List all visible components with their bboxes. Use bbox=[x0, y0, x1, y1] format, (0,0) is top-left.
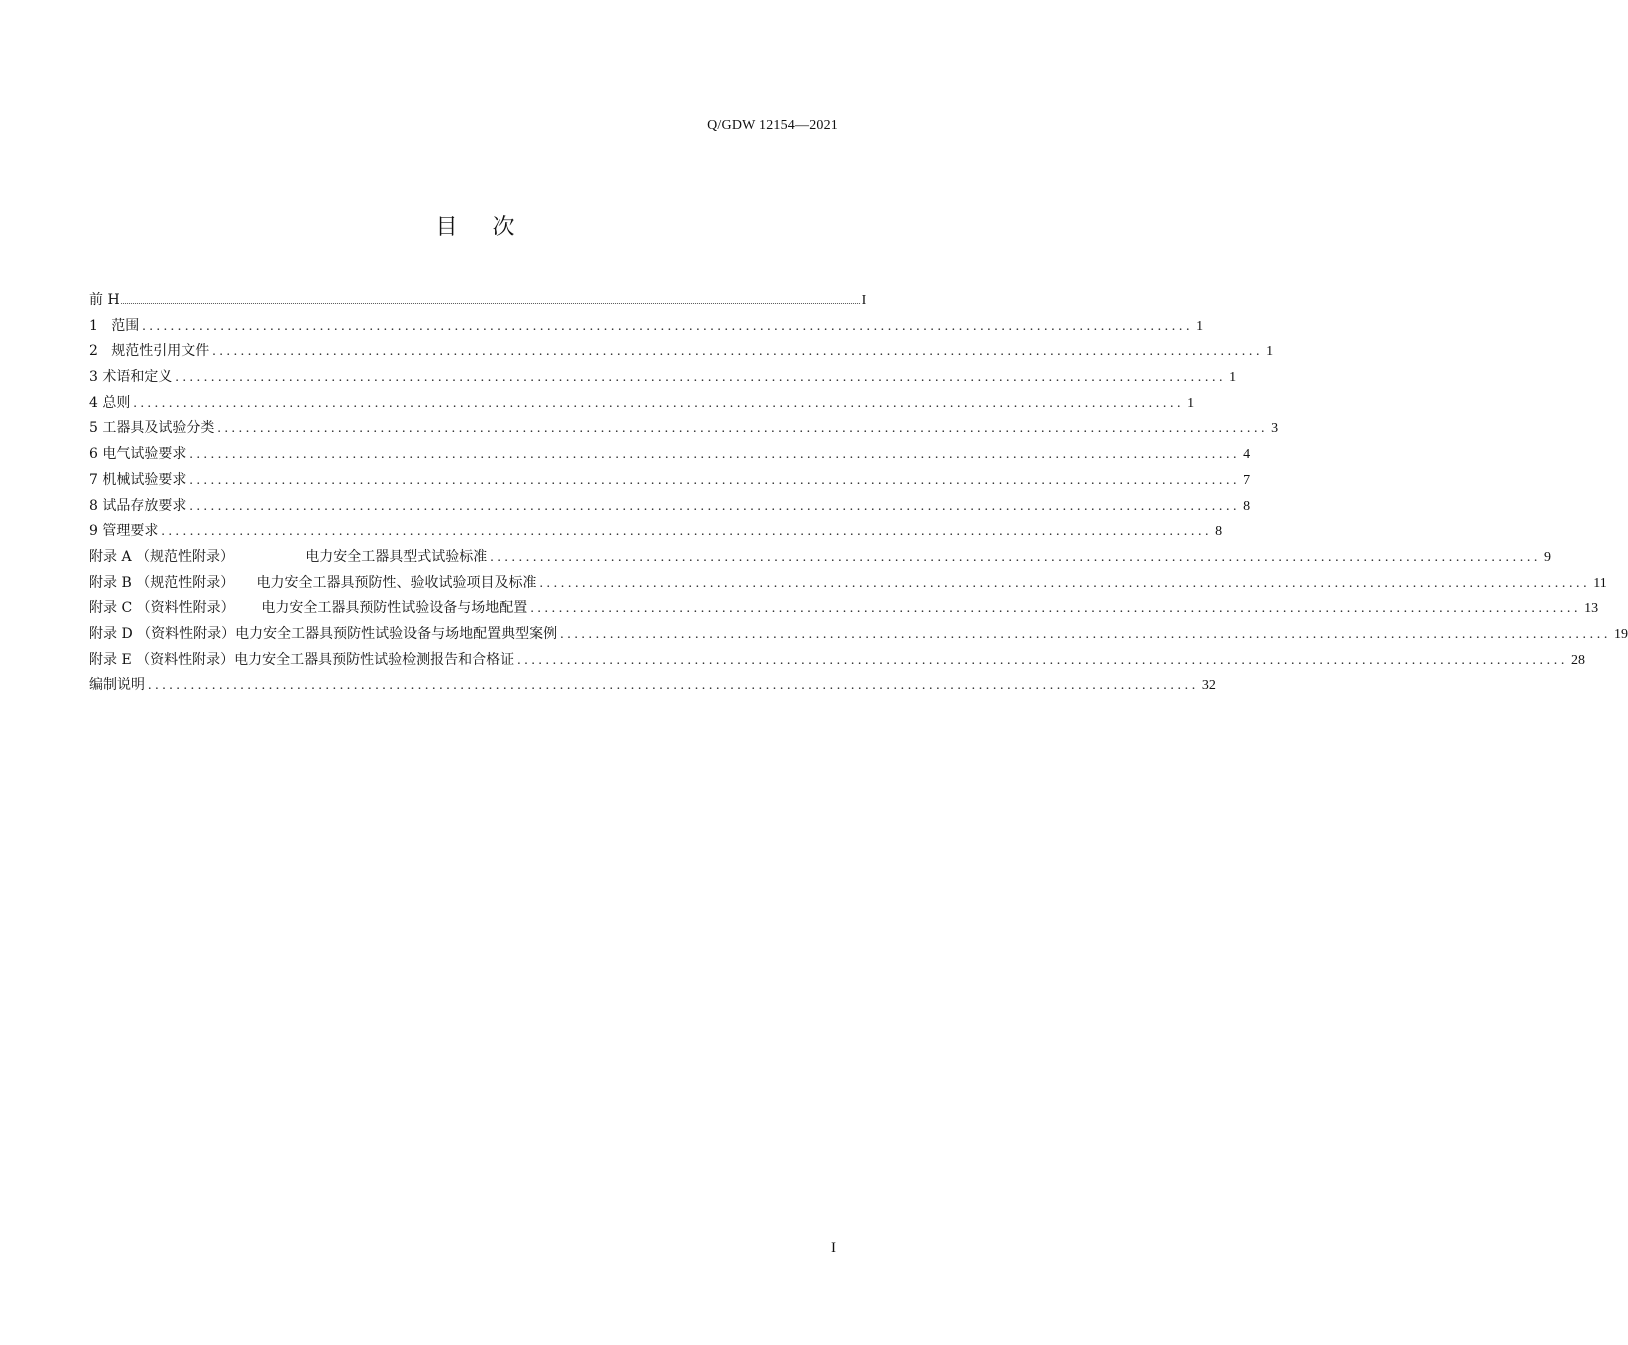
toc-dot-leader: .................................................................................................................................................... bbox=[142, 318, 1194, 334]
toc-entry-page: 13 bbox=[1584, 601, 1599, 617]
toc-dot-leader: .................................................................................................................................................... bbox=[175, 370, 1227, 386]
toc-entry-page: 3 bbox=[1271, 421, 1279, 437]
toc-entry-page: 8 bbox=[1243, 498, 1251, 514]
toc-entry-6[interactable] bbox=[89, 443, 1251, 469]
document-code: Q/GDW 12154—2021 bbox=[707, 118, 838, 133]
toc-dot-leader: .................................................................................................................................................... bbox=[161, 524, 1213, 540]
toc-entry-page: 1 bbox=[1229, 370, 1237, 386]
toc-entry-label: 附录 A （规范性附录） 电力安全工器具型式试验标准 bbox=[89, 548, 488, 565]
toc-dot-leader: .................................................................................................................................................... bbox=[560, 626, 1611, 642]
toc-entry-compilation-notes[interactable] bbox=[89, 674, 1216, 700]
toc-entry-4[interactable] bbox=[89, 392, 1195, 418]
toc-entry-5[interactable] bbox=[89, 417, 1279, 443]
toc-entry-label: 8 试品存放要求 bbox=[89, 497, 187, 514]
toc-entry-label: 7 机械试验要求 bbox=[89, 471, 187, 488]
toc-entry-label: 4 总则 bbox=[89, 394, 131, 411]
toc-dot-leader: .................................................................................................................................................... bbox=[530, 601, 1582, 617]
toc-entry-page: 4 bbox=[1243, 447, 1251, 463]
toc-entry-page: 19 bbox=[1613, 626, 1628, 642]
toc-dot-leader: .................................................................................................................................................... bbox=[189, 498, 1241, 514]
toc-dot-leader: .................................................................................................................................................... bbox=[148, 678, 1199, 694]
toc-dot-leader: .................................................................................................................................................... bbox=[189, 447, 1241, 463]
toc-entry-page: I bbox=[861, 293, 867, 308]
toc-entry-page: 7 bbox=[1243, 472, 1251, 488]
toc-entry-label: 1 范围 bbox=[89, 317, 140, 334]
toc-entry-7[interactable] bbox=[89, 469, 1251, 495]
toc-entry-page: 1 bbox=[1196, 318, 1204, 334]
toc-entry-label: 附录 E （资料性附录）电力安全工器具预防性试验检测报告和合格证 bbox=[89, 651, 515, 668]
toc-entry-label: 6 电气试验要求 bbox=[89, 446, 187, 463]
toc-entry-page: 11 bbox=[1593, 575, 1607, 591]
toc-entry-label: 前 H bbox=[89, 292, 120, 308]
table-of-contents bbox=[89, 289, 1628, 700]
toc-entry-appendix-d[interactable] bbox=[89, 623, 1628, 649]
toc-entry-label: 附录 D （资料性附录）电力安全工器具预防性试验设备与场地配置典型案例 bbox=[89, 625, 558, 642]
toc-entry-page: 8 bbox=[1215, 524, 1223, 540]
toc-dot-leader: .................................................................................................................................................... bbox=[217, 421, 1269, 437]
toc-dot-leader: .................................................................................................................................................... bbox=[517, 652, 1568, 668]
toc-entry-3[interactable] bbox=[89, 366, 1237, 392]
page-number: I bbox=[831, 1240, 836, 1256]
toc-entry-label: 2 规范性引用文件 bbox=[89, 343, 210, 360]
toc-entry-appendix-a[interactable] bbox=[89, 546, 1552, 572]
toc-entry-8[interactable] bbox=[89, 495, 1251, 521]
toc-entry-label: 附录 B （规范性附录） 电力安全工器具预防性、验收试验项目及标准 bbox=[89, 574, 537, 591]
toc-entry-foreword[interactable] bbox=[89, 289, 867, 315]
toc-entry-page: 32 bbox=[1201, 678, 1216, 694]
toc-entry-2[interactable] bbox=[89, 340, 1274, 366]
toc-entry-1[interactable] bbox=[89, 315, 1204, 341]
toc-dot-leader: .................................................................................................................................................... bbox=[189, 472, 1241, 488]
toc-entry-page: 1 bbox=[1266, 344, 1274, 360]
toc-entry-appendix-e[interactable] bbox=[89, 649, 1585, 675]
toc-entry-label: 9 管理要求 bbox=[89, 523, 159, 540]
toc-dot-leader: .................................................................................................................................................... bbox=[133, 395, 1185, 411]
toc-dot-leader: .................................................................................................................................................................................................................................................................................................................................................................................. bbox=[120, 297, 861, 306]
toc-entry-label: 5 工器具及试验分类 bbox=[89, 420, 215, 437]
toc-entry-appendix-c[interactable] bbox=[89, 597, 1599, 623]
toc-dot-leader: .................................................................................................................................................... bbox=[490, 549, 1542, 565]
toc-dot-leader: .................................................................................................................................................... bbox=[212, 344, 1264, 360]
toc-entry-label: 3 术语和定义 bbox=[89, 369, 173, 386]
toc-entry-page: 1 bbox=[1187, 395, 1195, 411]
toc-entry-9[interactable] bbox=[89, 520, 1223, 546]
toc-entry-appendix-b[interactable] bbox=[89, 572, 1607, 598]
toc-entry-label: 附录 C （资料性附录） 电力安全工器具预防性试验设备与场地配置 bbox=[89, 600, 528, 617]
toc-entry-page: 28 bbox=[1570, 652, 1585, 668]
toc-title: 目 次 bbox=[435, 215, 529, 240]
toc-entry-label: 编制说明 bbox=[89, 677, 145, 694]
toc-entry-page: 9 bbox=[1544, 549, 1552, 565]
toc-dot-leader: .................................................................................................................................................... bbox=[539, 575, 1591, 591]
